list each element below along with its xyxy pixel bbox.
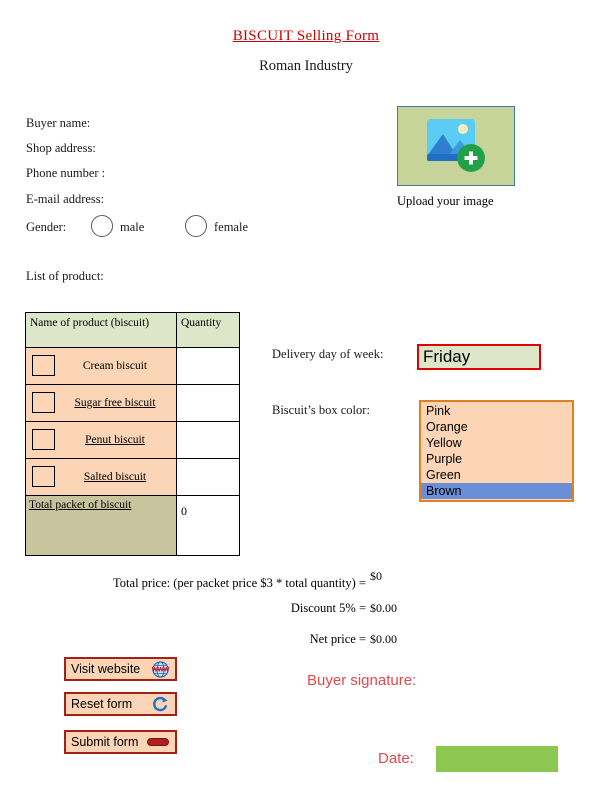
quantity-input-cream-biscuit[interactable] <box>177 348 240 385</box>
gender-label: Gender: <box>26 220 67 234</box>
table-row <box>26 385 240 422</box>
gender-male-label: male <box>120 220 145 234</box>
checkbox-salted-biscuit[interactable] <box>32 466 55 487</box>
total-price-value: $0 <box>370 569 382 583</box>
box-color-listbox[interactable] <box>419 400 574 502</box>
www-globe-icon <box>152 661 169 678</box>
date-input[interactable] <box>436 746 558 772</box>
checkbox-sugar-free-biscuit[interactable] <box>32 392 55 413</box>
delivery-day-input[interactable]: Friday <box>417 344 541 370</box>
gender-radio-female[interactable] <box>185 215 207 237</box>
upload-image-caption: Upload your image <box>397 194 494 208</box>
refresh-circular-arrow-icon <box>152 696 169 713</box>
net-price-value: $0.00 <box>370 632 397 646</box>
buyer-signature-label: Buyer signature: <box>307 672 417 689</box>
listbox-option-green[interactable]: Green <box>426 468 461 482</box>
header-quantity: Quantity <box>177 313 240 348</box>
checkbox-penut-biscuit[interactable] <box>32 429 55 450</box>
shop-address-label: Shop address: <box>26 141 96 155</box>
listbox-option-orange[interactable]: Orange <box>426 420 468 434</box>
total-packet-text: Total packet of biscuit <box>29 499 132 511</box>
submit-form-label: Submit form <box>71 735 139 749</box>
delivery-day-label: Delivery day of week: <box>272 347 384 361</box>
photo-placeholder-icon <box>426 118 488 176</box>
gender-female-label: female <box>214 220 249 234</box>
box-color-label: Biscuit’s box color: <box>272 403 370 417</box>
listbox-option-yellow[interactable]: Yellow <box>426 436 462 450</box>
svg-text:WWW: WWW <box>152 665 169 673</box>
net-price-label: Net price = <box>309 632 366 646</box>
product-label-cream-biscuit: Cream biscuit <box>82 360 148 372</box>
discount-value: $0.00 <box>370 601 397 615</box>
visit-website-button[interactable] <box>64 657 177 681</box>
product-cell-salted-biscuit <box>26 459 177 496</box>
product-cell-penut-biscuit <box>26 422 177 459</box>
total-price-label: Total price: (per packet price $3 * total quantity) = <box>113 576 366 590</box>
table-row <box>26 348 240 385</box>
submit-form-button[interactable] <box>64 730 177 754</box>
list-of-product-label: List of product: <box>26 269 104 283</box>
submit-pill-button-icon <box>147 738 169 746</box>
total-packet-label <box>26 496 177 556</box>
gender-radio-male[interactable] <box>91 215 113 237</box>
company-name: Roman Industry <box>259 58 353 74</box>
checkbox-cream-biscuit[interactable] <box>32 355 55 376</box>
table-row <box>26 422 240 459</box>
visit-website-label: Visit website <box>71 662 141 676</box>
listbox-option-pink[interactable]: Pink <box>426 404 451 418</box>
quantity-input-salted-biscuit[interactable] <box>177 459 240 496</box>
buyer-name-label: Buyer name: <box>26 116 91 130</box>
total-packet-value: 0 <box>177 496 240 556</box>
phone-number-label: Phone number : <box>26 166 106 180</box>
table-header-row <box>26 313 240 348</box>
product-label-salted-biscuit: Salted biscuit <box>83 471 147 483</box>
listbox-option-purple[interactable]: Purple <box>426 452 463 466</box>
quantity-input-penut-biscuit[interactable] <box>177 422 240 459</box>
header-name-of-product: Name of product (biscuit) <box>26 313 177 348</box>
quantity-input-sugar-free-biscuit[interactable] <box>177 385 240 422</box>
product-table <box>25 312 240 556</box>
product-label-sugar-free-biscuit: Sugar free biscuit <box>74 397 156 409</box>
table-row <box>26 459 240 496</box>
table-total-row <box>26 496 240 556</box>
product-cell-cream-biscuit <box>26 348 177 385</box>
reset-form-label: Reset form <box>71 697 133 711</box>
date-label: Date: <box>378 750 414 767</box>
email-address-label: E-mail address: <box>26 192 105 206</box>
listbox-option-brown-selected[interactable]: Brown <box>421 483 572 499</box>
product-cell-sugar-free-biscuit <box>26 385 177 422</box>
upload-image-box[interactable] <box>397 106 515 186</box>
page-title: BISCUIT Selling Form <box>232 28 380 44</box>
product-label-penut-biscuit: Penut biscuit <box>85 434 145 446</box>
discount-label: Discount 5% = <box>290 601 366 615</box>
reset-form-button[interactable] <box>64 692 177 716</box>
